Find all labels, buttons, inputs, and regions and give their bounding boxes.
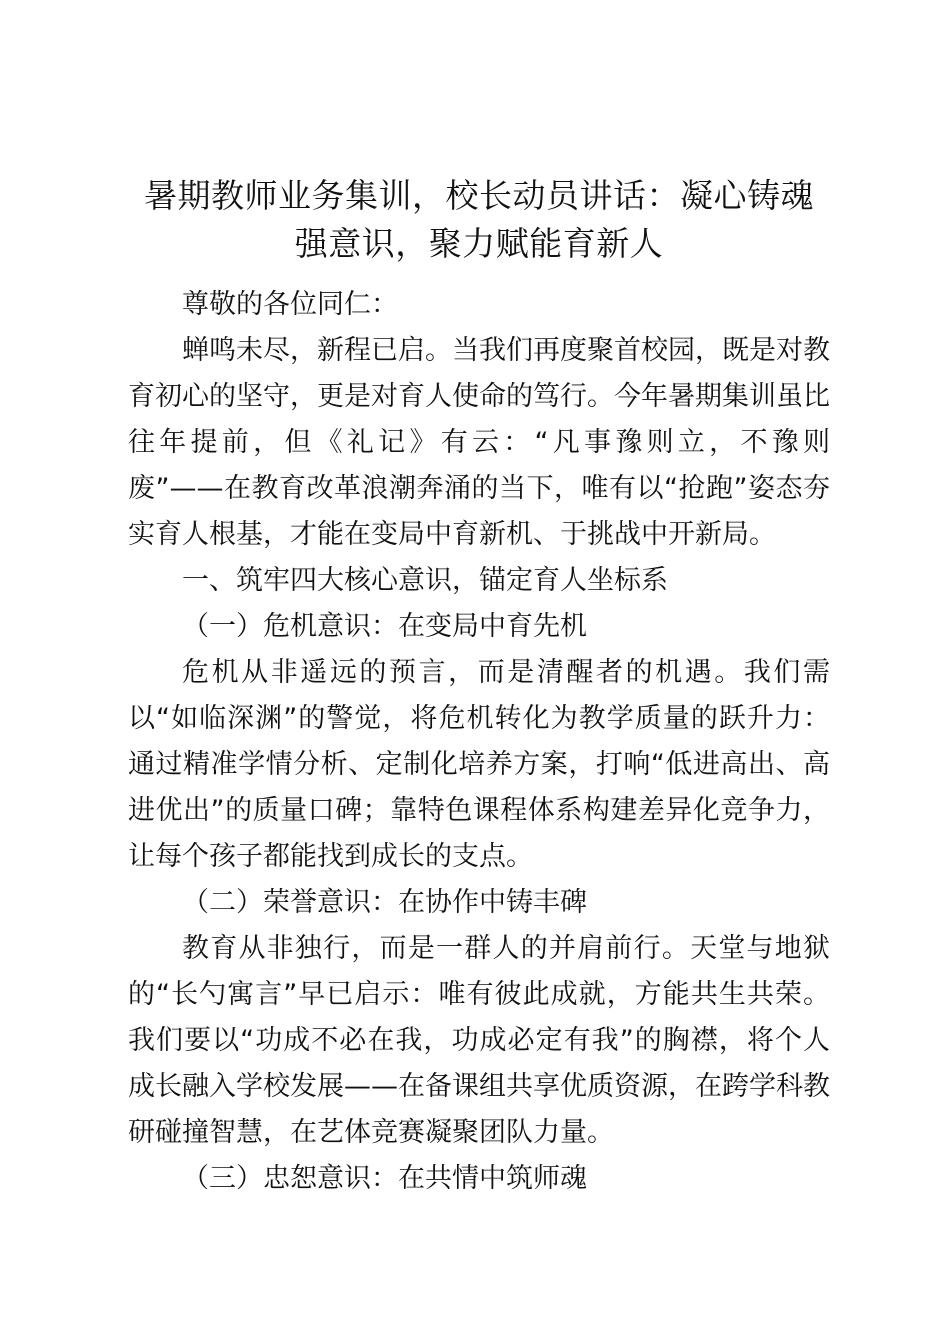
- paragraph-honor: 教育从非独行，而是一群人的并肩前行。天堂与地狱的“长勺寓言”早已启示：唯有彼此成就，方能共生共荣。我们要以“功成不必在我，功成必定有我”的胸襟，将个人成长融入学校发展——在备课组共享优质资源，在跨学科教研碰撞智慧，在艺体竞赛凝聚团队力量。: [128, 933, 830, 1148]
- subsection-heading-3: （三）忠恕意识：在共情中筑师魂: [182, 1163, 587, 1194]
- paragraph-intro: 蝉鸣未尽，新程已启。当我们再度聚首校园，既是对教育初心的坚守，更是对育人使命的笃行。今年暑期集训虽比往年提前，但《礼记》有云：“凡事豫则立，不豫则废”——在教育改革浪潮奔涌的当下，唯有以“抢跑”姿态夯实育人根基，才能在变局中育新机、于挑战中开新局。: [128, 335, 830, 550]
- document-title: [128, 172, 830, 268]
- document-body: [128, 282, 830, 1202]
- subsection-heading-1: （一）危机意识：在变局中育先机: [182, 611, 587, 642]
- title-line-2: 强意识，聚力赋能育新人: [294, 224, 664, 263]
- paragraph-crisis: 危机从非遥远的预言，而是清醒者的机遇。我们需以“如临深渊”的警觉，将危机转化为教学质量的跃升力：通过精准学情分析、定制化培养方案，打响“低进高出、高进优出”的质量口碑；靠特色课程体系构建差异化竞争力，让每个孩子都能找到成长的支点。: [128, 657, 830, 872]
- title-line-1: 暑期教师业务集训，校长动员讲话：凝心铸魂: [144, 176, 814, 215]
- section-heading-1: 一、筑牢四大核心意识，锚定育人坐标系: [182, 565, 668, 596]
- subsection-heading-2: （二）荣誉意识：在协作中铸丰碑: [182, 887, 587, 918]
- salutation: 尊敬的各位同仁：: [182, 289, 398, 320]
